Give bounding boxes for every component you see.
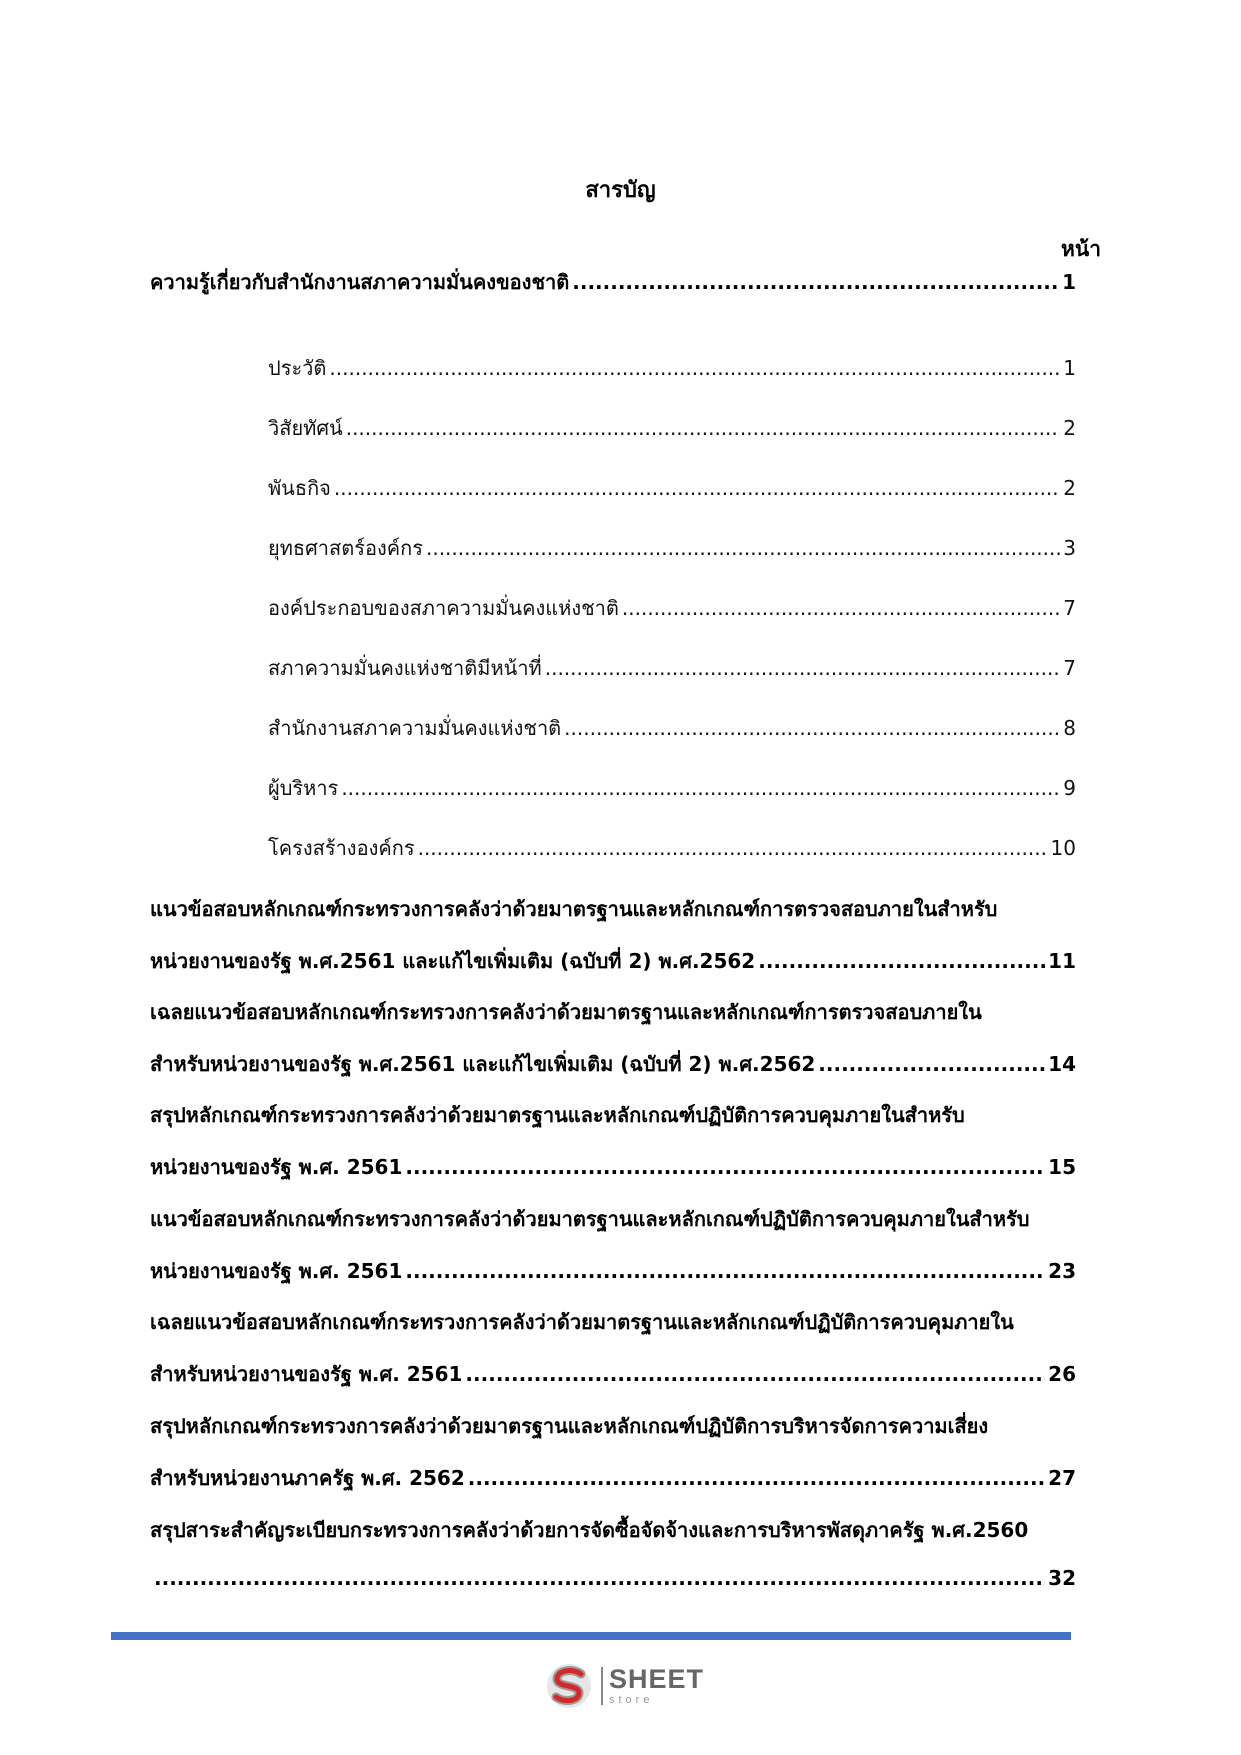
toc-subentry[interactable] [268,772,1076,804]
toc-subentry[interactable] [268,352,1076,384]
toc-entry-page: 27 [1048,1466,1076,1490]
toc-entry-label-line1[interactable]: แนวข้อสอบหลักเกณฑ์กระทรวงการคลังว่าด้วยมาตรฐานและหลักเกณฑ์การตรวจสอบภายในสำหรับ [150,897,998,921]
toc-entry-label: โครงสร้างองค์กร [268,836,415,860]
toc-entry-label-line1[interactable]: สรุปหลักเกณฑ์กระทรวงการคลังว่าด้วยมาตรฐานและหลักเกณฑ์ปฏิบัติการบริหารจัดการความเสี่ยง [150,1414,989,1438]
toc-entry[interactable] [150,1048,1076,1080]
logo-subword: store [609,1694,654,1706]
toc-entry[interactable] [150,266,1076,298]
toc-entry-label-line2: หน่วยงานของรัฐ พ.ศ. 2561 [150,1259,403,1283]
footer-rule [111,1632,1071,1640]
toc-entry-label: พันธกิจ [268,476,331,500]
dot-leader [758,949,1045,973]
toc-entry-label-line1[interactable]: เฉลยแนวข้อสอบหลักเกณฑ์กระทรวงการคลังว่าด้วยมาตรฐานและหลักเกณฑ์ปฏิบัติการควบคุมภายใน [150,1310,1014,1334]
dot-leader [154,1566,1045,1590]
dot-leader [426,536,1060,560]
sheet-store-s-icon [543,1660,595,1712]
toc-entry-label-line2: สำหรับหน่วยงานของรัฐ พ.ศ.2561 และแก้ไขเพิ่มเติม (ฉบับที่ 2) พ.ศ.2562 [150,1052,816,1076]
logo-word: SHEET [609,1664,705,1694]
dot-leader [545,656,1061,680]
toc-entry-page: 2 [1063,416,1076,440]
toc-entry-page: 1 [1063,356,1076,380]
dot-leader [341,776,1060,800]
toc-entry-label: ผู้บริหาร [268,776,339,800]
dot-leader [346,416,1061,440]
toc-entry-label-line2: หน่วยงานของรัฐ พ.ศ.2561 และแก้ไขเพิ่มเติม (ฉบับที่ 2) พ.ศ.2562 [150,949,756,973]
toc-entry-label-line1[interactable]: แนวข้อสอบหลักเกณฑ์กระทรวงการคลังว่าด้วยมาตรฐานและหลักเกณฑ์ปฏิบัติการควบคุมภายในสำหรับ [150,1207,1030,1231]
toc-subentry[interactable] [268,412,1076,444]
page-column-header: หน้า [1061,237,1101,261]
toc-entry-label-line2: สำหรับหน่วยงานภาครัฐ พ.ศ. 2562 [150,1466,465,1490]
toc-entry-page: 32 [1048,1566,1076,1590]
toc-entry[interactable] [150,1358,1076,1390]
toc-entry-label: สำนักงานสภาความมั่นคงแห่งชาติ [268,716,562,740]
sheet-store-logo [543,1660,704,1712]
toc-entry-page: 11 [1048,949,1076,973]
toc-entry[interactable] [154,1566,1076,1590]
toc-entry-page: 9 [1063,776,1076,800]
toc-entry-label-line2: สำหรับหน่วยงานของรัฐ พ.ศ. 2561 [150,1362,463,1386]
dot-leader [405,1155,1045,1179]
toc-subentry[interactable] [268,712,1076,744]
toc-entry-page: 3 [1063,536,1076,560]
toc-subentry[interactable] [268,652,1076,684]
toc-entry-page: 14 [1048,1052,1076,1076]
toc-entry-label-line1[interactable]: เฉลยแนวข้อสอบหลักเกณฑ์กระทรวงการคลังว่าด้วยมาตรฐานและหลักเกณฑ์การตรวจสอบภายใน [150,1000,982,1024]
toc-entry-page: 2 [1063,476,1076,500]
dot-leader [418,836,1048,860]
toc-subentry[interactable] [268,472,1076,504]
toc-entry-page: 8 [1063,716,1076,740]
dot-leader [465,1362,1045,1386]
toc-subentry[interactable] [268,832,1076,864]
dot-leader [468,1466,1045,1490]
logo-text [609,1666,704,1706]
toc-entry-label: สภาความมั่นคงแห่งชาติมีหน้าที่ [268,656,542,680]
toc-entry-page: 7 [1063,656,1076,680]
toc-entry-page: 23 [1048,1259,1076,1283]
toc-entry-label: ยุทธศาสตร์องค์กร [268,536,423,560]
toc-entry[interactable] [150,1462,1076,1494]
dot-leader [622,596,1060,620]
dot-leader [405,1259,1045,1283]
toc-entry-label: ประวัติ [268,356,327,380]
toc-subentry[interactable] [268,592,1076,624]
dot-leader [564,716,1060,740]
toc-entry-page: 1 [1062,270,1076,294]
dot-leader [818,1052,1045,1076]
dot-leader [572,270,1059,294]
logo-separator [601,1667,603,1705]
toc-entry[interactable] [150,1255,1076,1287]
toc-entry-page: 10 [1050,836,1076,860]
dot-leader [334,476,1060,500]
toc-entry-label: ความรู้เกี่ยวกับสำนักงานสภาความมั่นคงของชาติ [150,270,570,294]
toc-entry-label: องค์ประกอบของสภาความมั่นคงแห่งชาติ [268,596,619,620]
toc-entry-label: วิสัยทัศน์ [268,416,343,440]
dot-leader [329,356,1060,380]
toc-entry-label-line1[interactable]: สรุปหลักเกณฑ์กระทรวงการคลังว่าด้วยมาตรฐานและหลักเกณฑ์ปฏิบัติการควบคุมภายในสำหรับ [150,1103,965,1127]
toc-entry-page: 26 [1048,1362,1076,1386]
toc-entry-page: 15 [1048,1155,1076,1179]
toc-entry-label-line2: หน่วยงานของรัฐ พ.ศ. 2561 [150,1155,403,1179]
toc-subentry[interactable] [268,532,1076,564]
toc-title: สารบัญ [585,178,656,203]
toc-entry-label-line1[interactable]: สรุปสาระสำคัญระเบียบกระทรวงการคลังว่าด้วยการจัดซื้อจัดจ้างและการบริหารพัสดุภาครัฐ พ.ศ.2560 [150,1518,1029,1542]
toc-entry[interactable] [150,945,1076,977]
toc-entry[interactable] [150,1151,1076,1183]
toc-entry-page: 7 [1063,596,1076,620]
